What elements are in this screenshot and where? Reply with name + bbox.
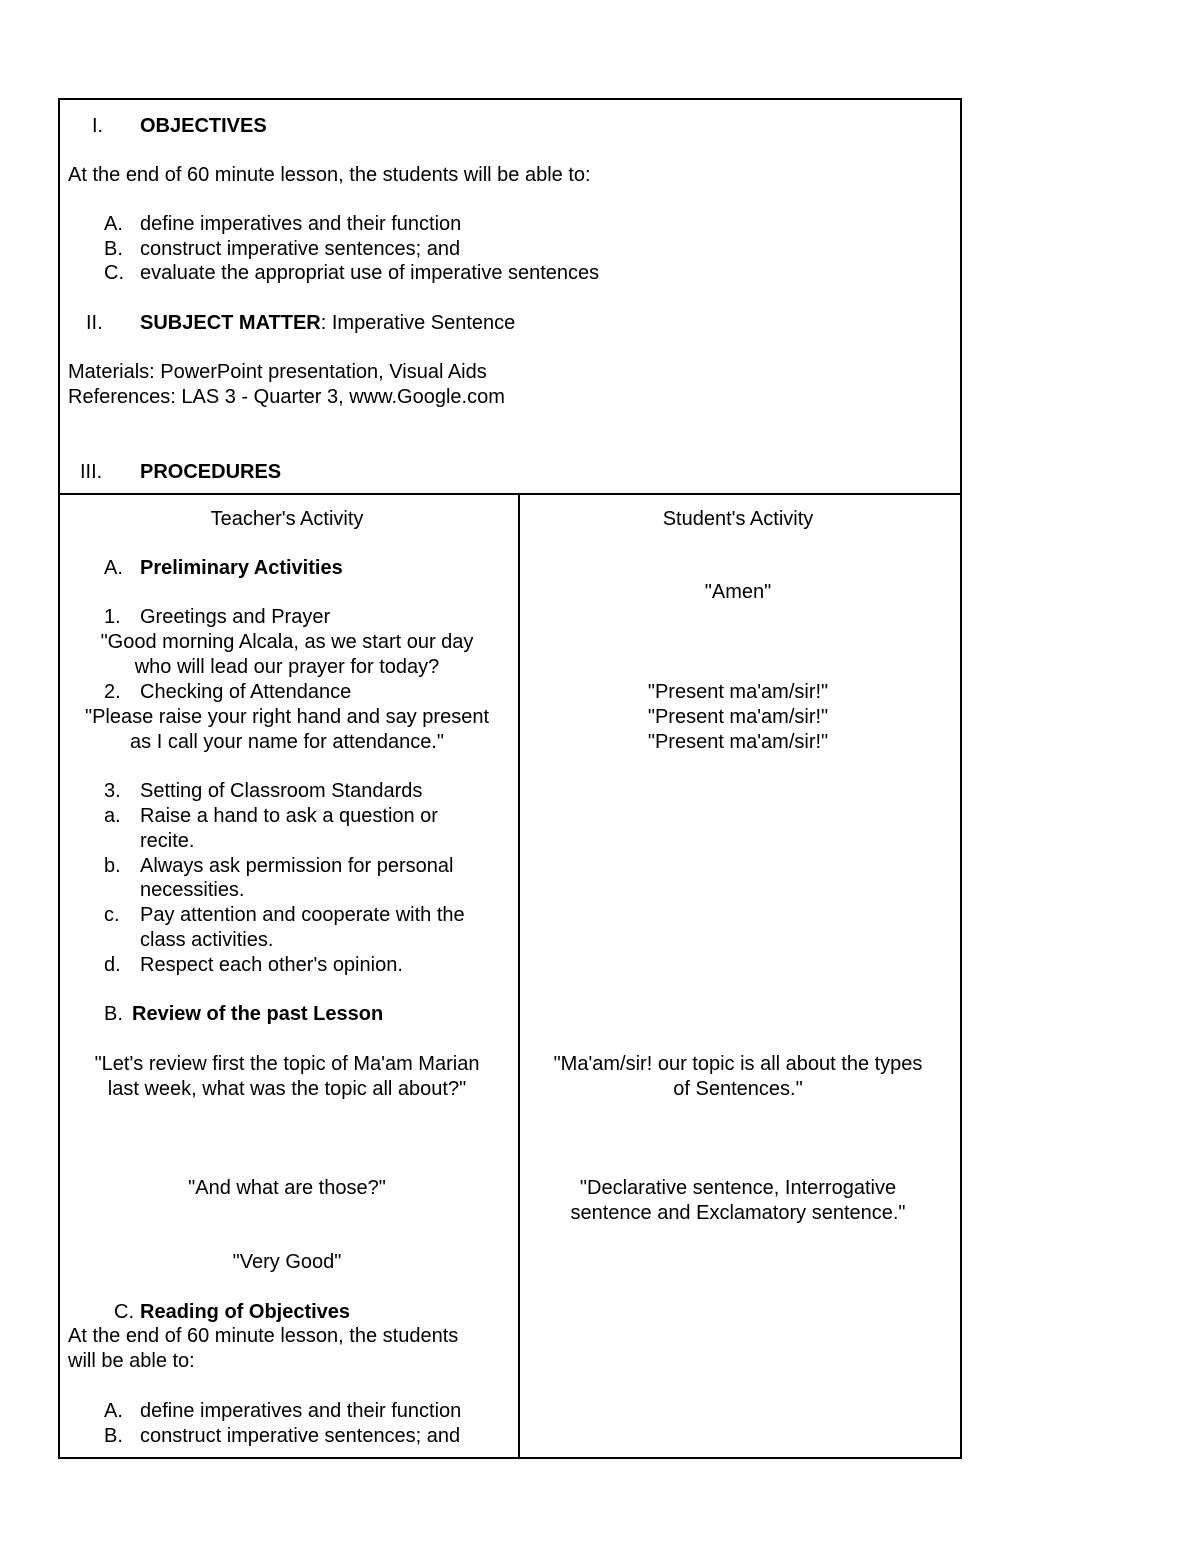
objectives-numeral: I. <box>92 115 104 137</box>
review-question: last week, what was the topic all about?" <box>107 1078 467 1100</box>
procedures-heading: PROCEDURES <box>140 461 282 483</box>
reading-intro: will be able to: <box>68 1350 195 1372</box>
review-question: "Let's review first the topic of Ma'am Marian <box>94 1053 480 1075</box>
standard-text: necessities. <box>140 879 245 901</box>
attendance-title: Checking of Attendance <box>140 681 352 703</box>
lesson-plan-table <box>58 98 962 1459</box>
subject-matter-line <box>140 311 515 335</box>
objectives-intro: At the end of 60 minute lesson, the students will be able to: <box>68 164 591 186</box>
reading-objective-letter: A. <box>104 1400 123 1422</box>
references-line: References: LAS 3 - Quarter 3, www.Google.com <box>68 386 505 408</box>
reading-letter: C. <box>114 1301 134 1323</box>
objective-text: define imperatives and their function <box>140 213 462 235</box>
objective-letter: A. <box>104 213 123 235</box>
reading-objective-text: construct imperative sentences; and <box>140 1425 461 1447</box>
standard-text: Respect each other's opinion. <box>140 954 403 976</box>
attendance-line: "Please raise your right hand and say present <box>84 706 490 728</box>
student-response: "Ma'am/sir! our topic is all about the types <box>553 1053 923 1075</box>
subject-matter-heading: SUBJECT MATTER <box>140 312 321 334</box>
standard-letter: d. <box>104 954 121 976</box>
objective-letter: C. <box>104 262 124 284</box>
standard-text: recite. <box>140 830 195 852</box>
reading-heading: Reading of Objectives <box>140 1301 351 1323</box>
review-praise: "Very Good" <box>232 1251 342 1273</box>
standard-letter: c. <box>104 904 120 926</box>
student-response: sentence and Exclamatory sentence." <box>570 1202 906 1224</box>
standard-text: class activities. <box>140 929 274 951</box>
review-heading: Review of the past Lesson <box>132 1003 384 1025</box>
standard-text: Pay attention and cooperate with the <box>140 904 465 926</box>
attendance-line: as I call your name for attendance." <box>130 731 444 753</box>
standard-letter: a. <box>104 805 121 827</box>
greetings-title: Greetings and Prayer <box>140 606 331 628</box>
standard-letter: b. <box>104 855 121 877</box>
teacher-activity-column <box>60 495 520 1457</box>
objective-letter: B. <box>104 238 123 260</box>
objectives-heading: OBJECTIVES <box>140 115 267 137</box>
review-letter: B. <box>104 1003 123 1025</box>
preliminary-heading: Preliminary Activities <box>140 557 343 579</box>
student-response: "Amen" <box>704 581 772 603</box>
review-followup: "And what are those?" <box>188 1177 386 1199</box>
greetings-number: 1. <box>104 606 121 628</box>
reading-intro: At the end of 60 minute lesson, the students <box>68 1325 459 1347</box>
subject-matter-value: : Imperative Sentence <box>320 312 516 334</box>
student-response: "Present ma'am/sir!" <box>647 731 829 753</box>
student-response: "Present ma'am/sir!" <box>647 681 829 703</box>
reading-objective-letter: B. <box>104 1425 123 1447</box>
greetings-line: who will lead our prayer for today? <box>134 656 440 678</box>
greetings-line: "Good morning Alcala, as we start our day <box>100 631 474 653</box>
objective-text: construct imperative sentences; and <box>140 238 461 260</box>
student-response: of Sentences." <box>673 1078 803 1100</box>
preliminary-letter: A. <box>104 557 123 579</box>
reading-objective-text: define imperatives and their function <box>140 1400 462 1422</box>
header-section <box>60 100 960 495</box>
teacher-column-header: Teacher's Activity <box>210 508 364 530</box>
student-response: "Declarative sentence, Interrogative <box>579 1177 897 1199</box>
objective-text: evaluate the appropriat use of imperative sentences <box>140 262 600 284</box>
standards-title: Setting of Classroom Standards <box>140 780 423 802</box>
student-column-header: Student's Activity <box>662 508 814 530</box>
materials-line: Materials: PowerPoint presentation, Visual Aids <box>68 361 487 383</box>
procedures-numeral: III. <box>80 461 103 483</box>
student-activity-column <box>520 495 960 1457</box>
attendance-number: 2. <box>104 681 121 703</box>
standard-text: Raise a hand to ask a question or <box>140 805 438 827</box>
standard-text: Always ask permission for personal <box>140 855 454 877</box>
subject-matter-numeral: II. <box>86 312 103 334</box>
standards-number: 3. <box>104 780 121 802</box>
student-response: "Present ma'am/sir!" <box>647 706 829 728</box>
